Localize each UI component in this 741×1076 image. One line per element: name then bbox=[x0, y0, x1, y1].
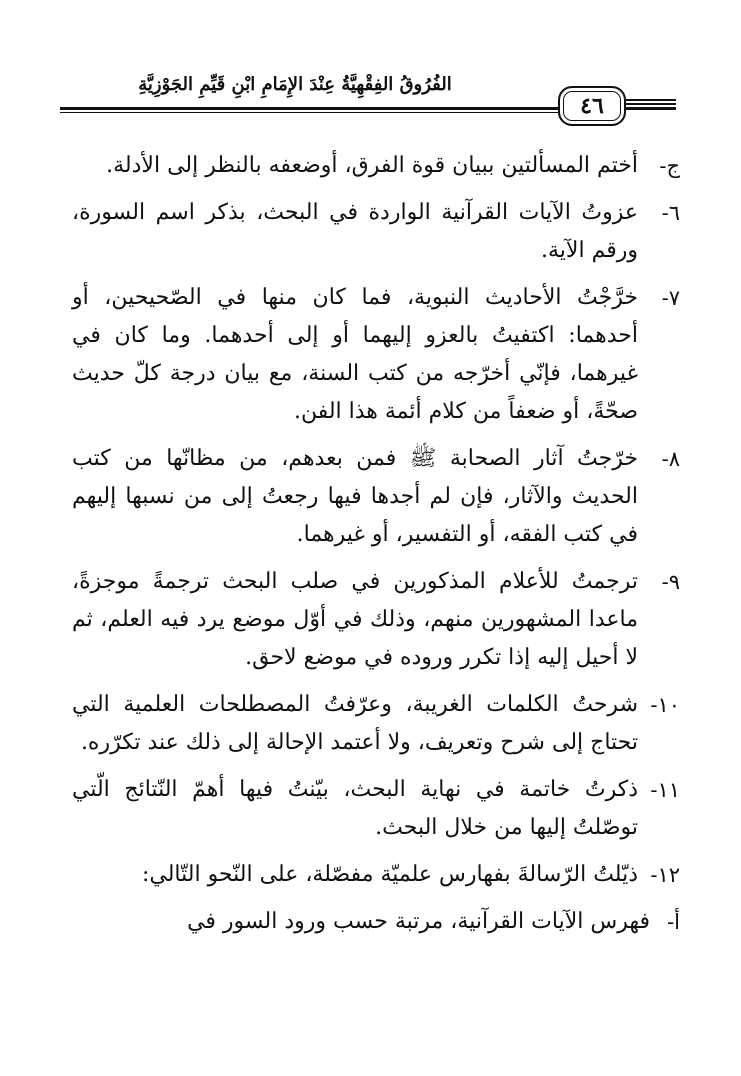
item-text: فهرس الآيات القرآنية، مرتبة حسب ورود السور في bbox=[187, 909, 650, 934]
item-text: ترجمتُ للأعلام المذكورين في صلب البحث ترجمةً موجزةً، ماعدا المشهورين منهم، وذلك في أوّل موضع يرد فيه العلم، ثم لا أحيل إليه إذا تكرر وروده في موضع لاحق. bbox=[72, 569, 638, 670]
item-letter: أ- bbox=[667, 910, 680, 934]
page-number-ornament-line bbox=[626, 99, 676, 101]
item-number: ٧- bbox=[661, 286, 680, 310]
item-number: ١٠- bbox=[650, 693, 680, 717]
item-text: خرّجتُ آثار الصحابة ﷺ فمن بعدهم، من مظانّها من كتب الحديث والآثار، فإن لم أجدها فيها رجعتُ إلى من نسبها إليهم في كتب الفقه، أو التفسير، أو غيرهما. bbox=[72, 446, 638, 547]
list-item bbox=[72, 279, 680, 431]
item-text: شرحتُ الكلمات الغريبة، وعرّفتُ المصطلحات العلمية التي تحتاج إلى شرح وتعريف، ولا أعتمد الإحالة إلى ذلك عند تكرّره. bbox=[72, 692, 638, 755]
page-number-ornament-line bbox=[626, 103, 676, 105]
list-item bbox=[72, 440, 680, 554]
item-text: أختم المسألتين ببيان قوة الفرق، أوضعفه بالنظر إلى الأدلة. bbox=[106, 153, 638, 178]
list-item bbox=[72, 194, 680, 270]
page-number: ٤٦ bbox=[580, 93, 604, 119]
item-number: ١١- bbox=[650, 778, 680, 802]
item-text: عزوتُ الآيات القرآنية الواردة في البحث، بذكر اسم السورة، ورقم الآية. bbox=[72, 200, 638, 263]
item-number: ٨- bbox=[661, 447, 680, 471]
list-item bbox=[72, 771, 680, 847]
list-subitem bbox=[72, 903, 680, 941]
page-number-frame bbox=[558, 86, 626, 126]
item-text: ذيّلتُ الرّسالةَ بفهارس علميّة مفصّلة، على النّحو التّالي: bbox=[141, 862, 638, 887]
item-number: ٩- bbox=[661, 570, 680, 594]
list-item bbox=[72, 563, 680, 677]
book-title: الفُرُوقُ الفِقْهِيَّةُ عِنْدَ الإِمَامِ ابْنِ قَيِّمِ الجَوْزِيَّةِ bbox=[138, 74, 452, 95]
list-item bbox=[72, 686, 680, 762]
list-item bbox=[72, 147, 680, 185]
item-number: ج- bbox=[659, 154, 680, 178]
list-item bbox=[72, 856, 680, 894]
body-text bbox=[72, 147, 680, 950]
header-rule-thin bbox=[60, 112, 558, 113]
item-text: خرَّجْتُ الأحاديث النبوية، فما كان منها في الصّحيحين، أو أحدهما: اكتفيتُ بالعزو إليهما أو إلى أحدهما. وما كان في غيرهما، فإنّي أخرّجه من كتب السنة، مع بيان درجة كلّ حديث صحّةً، أو ضعفاً من كلام أئمة هذا الفن. bbox=[72, 285, 638, 424]
item-text: ذكرتُ خاتمة في نهاية البحث، بيّنتُ فيها أهمّ النّتائج الّتي توصّلتُ إليها من خلال البحث. bbox=[72, 777, 638, 840]
item-number: ٦- bbox=[661, 201, 680, 225]
running-header bbox=[60, 68, 676, 126]
item-number: ١٢- bbox=[650, 863, 680, 887]
